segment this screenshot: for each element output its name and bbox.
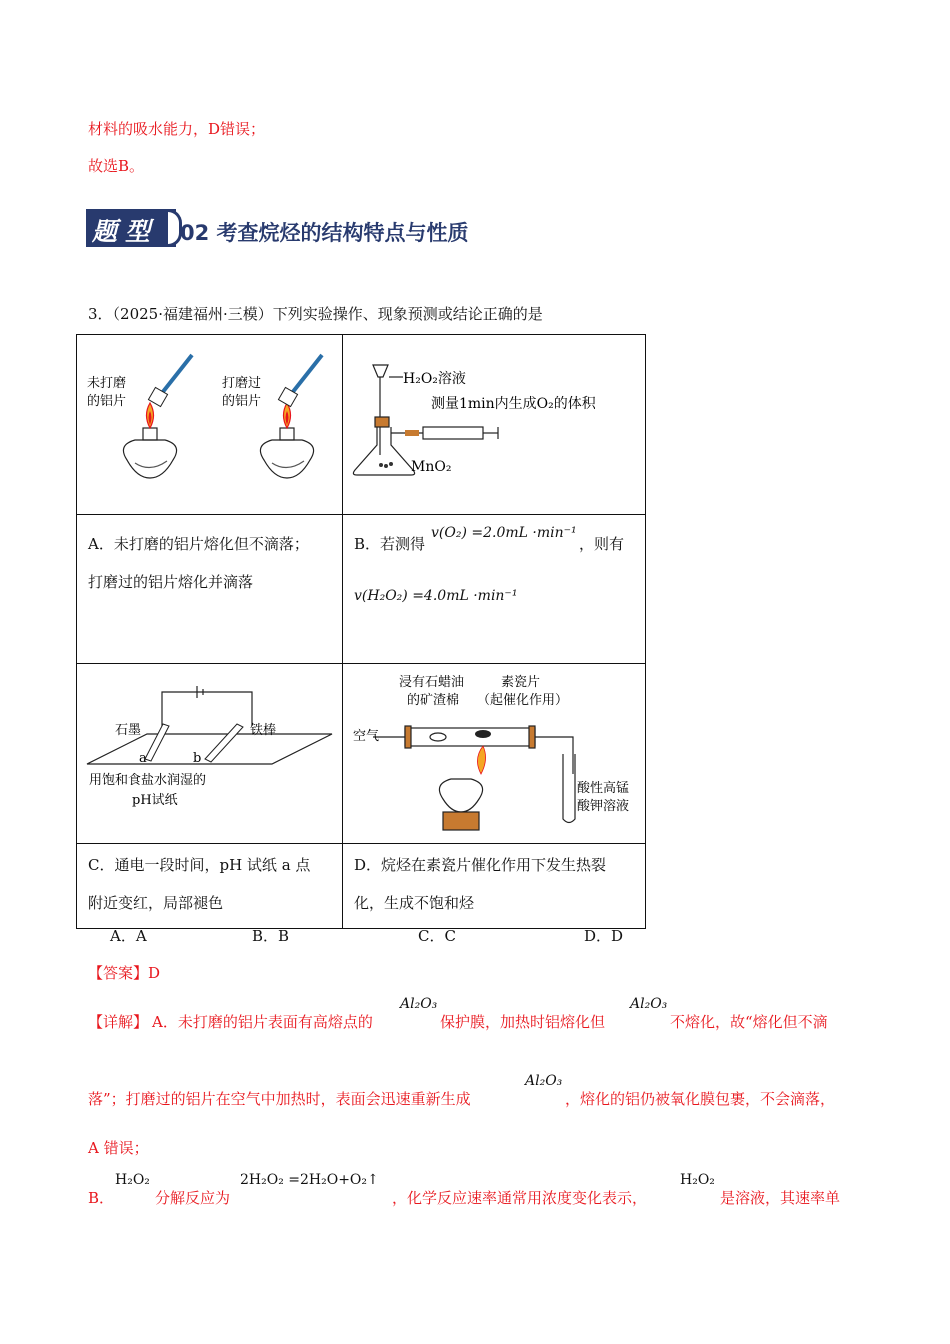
label-kmno4-1: 酸性高锰 xyxy=(577,781,630,796)
label-unpolished-2: 的铝片 xyxy=(87,394,127,409)
label-b: b xyxy=(193,751,202,766)
label-mno2: MnO₂ xyxy=(411,459,452,475)
label-paper-1: 用饱和食盐水润湿的 xyxy=(89,773,207,788)
label-unpolished-1: 未打磨 xyxy=(87,376,127,391)
detail-b-part-2: ，化学反应速率通常用浓度变化表示， xyxy=(392,1189,648,1207)
cell-option-a xyxy=(77,515,343,664)
detail-a-part-2: 保护膜，加热时铝熔化但 xyxy=(440,1013,606,1031)
label-kmno4-2: 酸钾溶液 xyxy=(577,799,630,814)
reaction-tube xyxy=(405,728,535,746)
cell-option-c xyxy=(77,844,343,929)
choice-b[interactable]: B．B xyxy=(252,927,290,945)
tongs-right xyxy=(292,355,322,393)
detail-b-prefix: B． xyxy=(88,1189,115,1207)
figure-cracking xyxy=(343,664,645,839)
option-b-formula-1: v(O₂) =2.0mL ·min⁻¹ xyxy=(431,525,577,541)
label-graphite: 石墨 xyxy=(115,723,142,738)
label-a: a xyxy=(139,751,147,766)
option-b-formula-2: v(H₂O₂) =4.0mL ·min⁻¹ xyxy=(354,588,518,604)
graphite-rod xyxy=(145,724,169,761)
syringe-barrel xyxy=(423,427,483,439)
detail-a-part-1: A．未打磨的铝片表面有高熔点的 xyxy=(152,1013,373,1031)
top-line-1: 材料的吸水能力，D错误； xyxy=(88,120,266,138)
label-porcelain-1: 素瓷片 xyxy=(501,675,541,690)
option-c-line-1: C．通电一段时间，pH 试纸 a 点 xyxy=(88,856,311,874)
detail-b-part-3: 是溶液，其速率单 xyxy=(720,1189,841,1207)
question-stem: 3．（2025·福建福州·三模）下列实验操作、现象预测或结论正确的是 xyxy=(88,305,543,323)
option-b-suffix: ，则有 xyxy=(579,535,625,553)
alcohol-lamp xyxy=(439,779,482,812)
formula-al2o3-1: Al₂O₃ xyxy=(400,996,438,1012)
burner-left xyxy=(123,403,176,478)
cell-option-d xyxy=(343,844,646,929)
label-polished-2: 的铝片 xyxy=(222,394,262,409)
burner-right xyxy=(260,403,313,478)
option-a-line-2: 打磨过的铝片熔化并滴落 xyxy=(88,573,254,591)
formula-h2o2-2: H₂O₂ xyxy=(680,1172,715,1188)
label-polished-1: 打磨过 xyxy=(222,376,262,391)
formula-h2o2-1: H₂O₂ xyxy=(115,1172,150,1188)
formula-equation: 2H₂O₂ =2H₂O+O₂↑ xyxy=(240,1172,379,1188)
label-measure: 测量1min内生成O₂的体积 xyxy=(431,396,596,412)
figure-ph-paper xyxy=(77,664,342,839)
label-oil-1: 浸有石蜡油 xyxy=(399,675,465,690)
figure-h2o2-flask xyxy=(343,335,645,510)
formula-al2o3-3: Al₂O₃ xyxy=(525,1073,563,1089)
option-d-line-1: D．烷烃在素瓷片催化作用下发生热裂 xyxy=(354,856,607,874)
detail-a-part-3: 不熔化，故“熔化但不滴 xyxy=(670,1013,828,1031)
detail-label: 【详解】 xyxy=(88,1013,149,1031)
label-h2o2: H₂O₂溶液 xyxy=(403,371,466,387)
label-porcelain-2: （起催化作用） xyxy=(477,693,569,708)
detail-b-part-1: 分解反应为 xyxy=(155,1189,231,1207)
choice-c[interactable]: C．C xyxy=(418,927,456,945)
label-iron: 铁棒 xyxy=(250,723,277,738)
label-air: 空气 xyxy=(353,729,380,744)
detail-a-part-4: 落”；打磨过的铝片在空气中加热时，表面会迅速重新生成 xyxy=(88,1090,471,1108)
choice-a[interactable]: A．A xyxy=(110,927,147,945)
section-title: 02 考查烷烃的结构特点与性质 xyxy=(180,221,469,245)
top-line-2: 故选B。 xyxy=(88,157,145,175)
figure-aluminum-flame xyxy=(77,335,342,510)
cell-option-b xyxy=(343,515,646,664)
options-table xyxy=(76,334,646,929)
cell-figure-c xyxy=(77,664,343,844)
cell-figure-d xyxy=(343,664,646,844)
cell-figure-a xyxy=(77,335,343,515)
circuit-wire xyxy=(162,692,252,726)
label-oil-2: 的矿渣棉 xyxy=(407,693,460,708)
option-c-line-2: 附近变红，局部褪色 xyxy=(88,894,224,912)
cell-figure-b xyxy=(343,335,646,515)
funnel xyxy=(373,365,388,377)
answer-label: 【答案】D xyxy=(88,964,161,982)
detail-a-part-5: ，熔化的铝仍被氧化膜包裹，不会滴落， xyxy=(565,1090,836,1108)
tongs-left xyxy=(162,355,192,393)
label-paper-2: pH试纸 xyxy=(132,793,178,808)
banner-label: 题型 xyxy=(92,217,159,246)
option-b-prefix: B．若测得 xyxy=(354,535,426,553)
option-a-line-1: A．未打磨的铝片熔化但不滴落； xyxy=(88,535,309,553)
choice-d[interactable]: D．D xyxy=(584,927,624,945)
option-d-line-2: 化，生成不饱和烃 xyxy=(354,894,475,912)
formula-al2o3-2: Al₂O₃ xyxy=(630,996,668,1012)
iron-rod xyxy=(205,724,243,762)
detail-a-part-6: A 错误； xyxy=(88,1139,149,1157)
